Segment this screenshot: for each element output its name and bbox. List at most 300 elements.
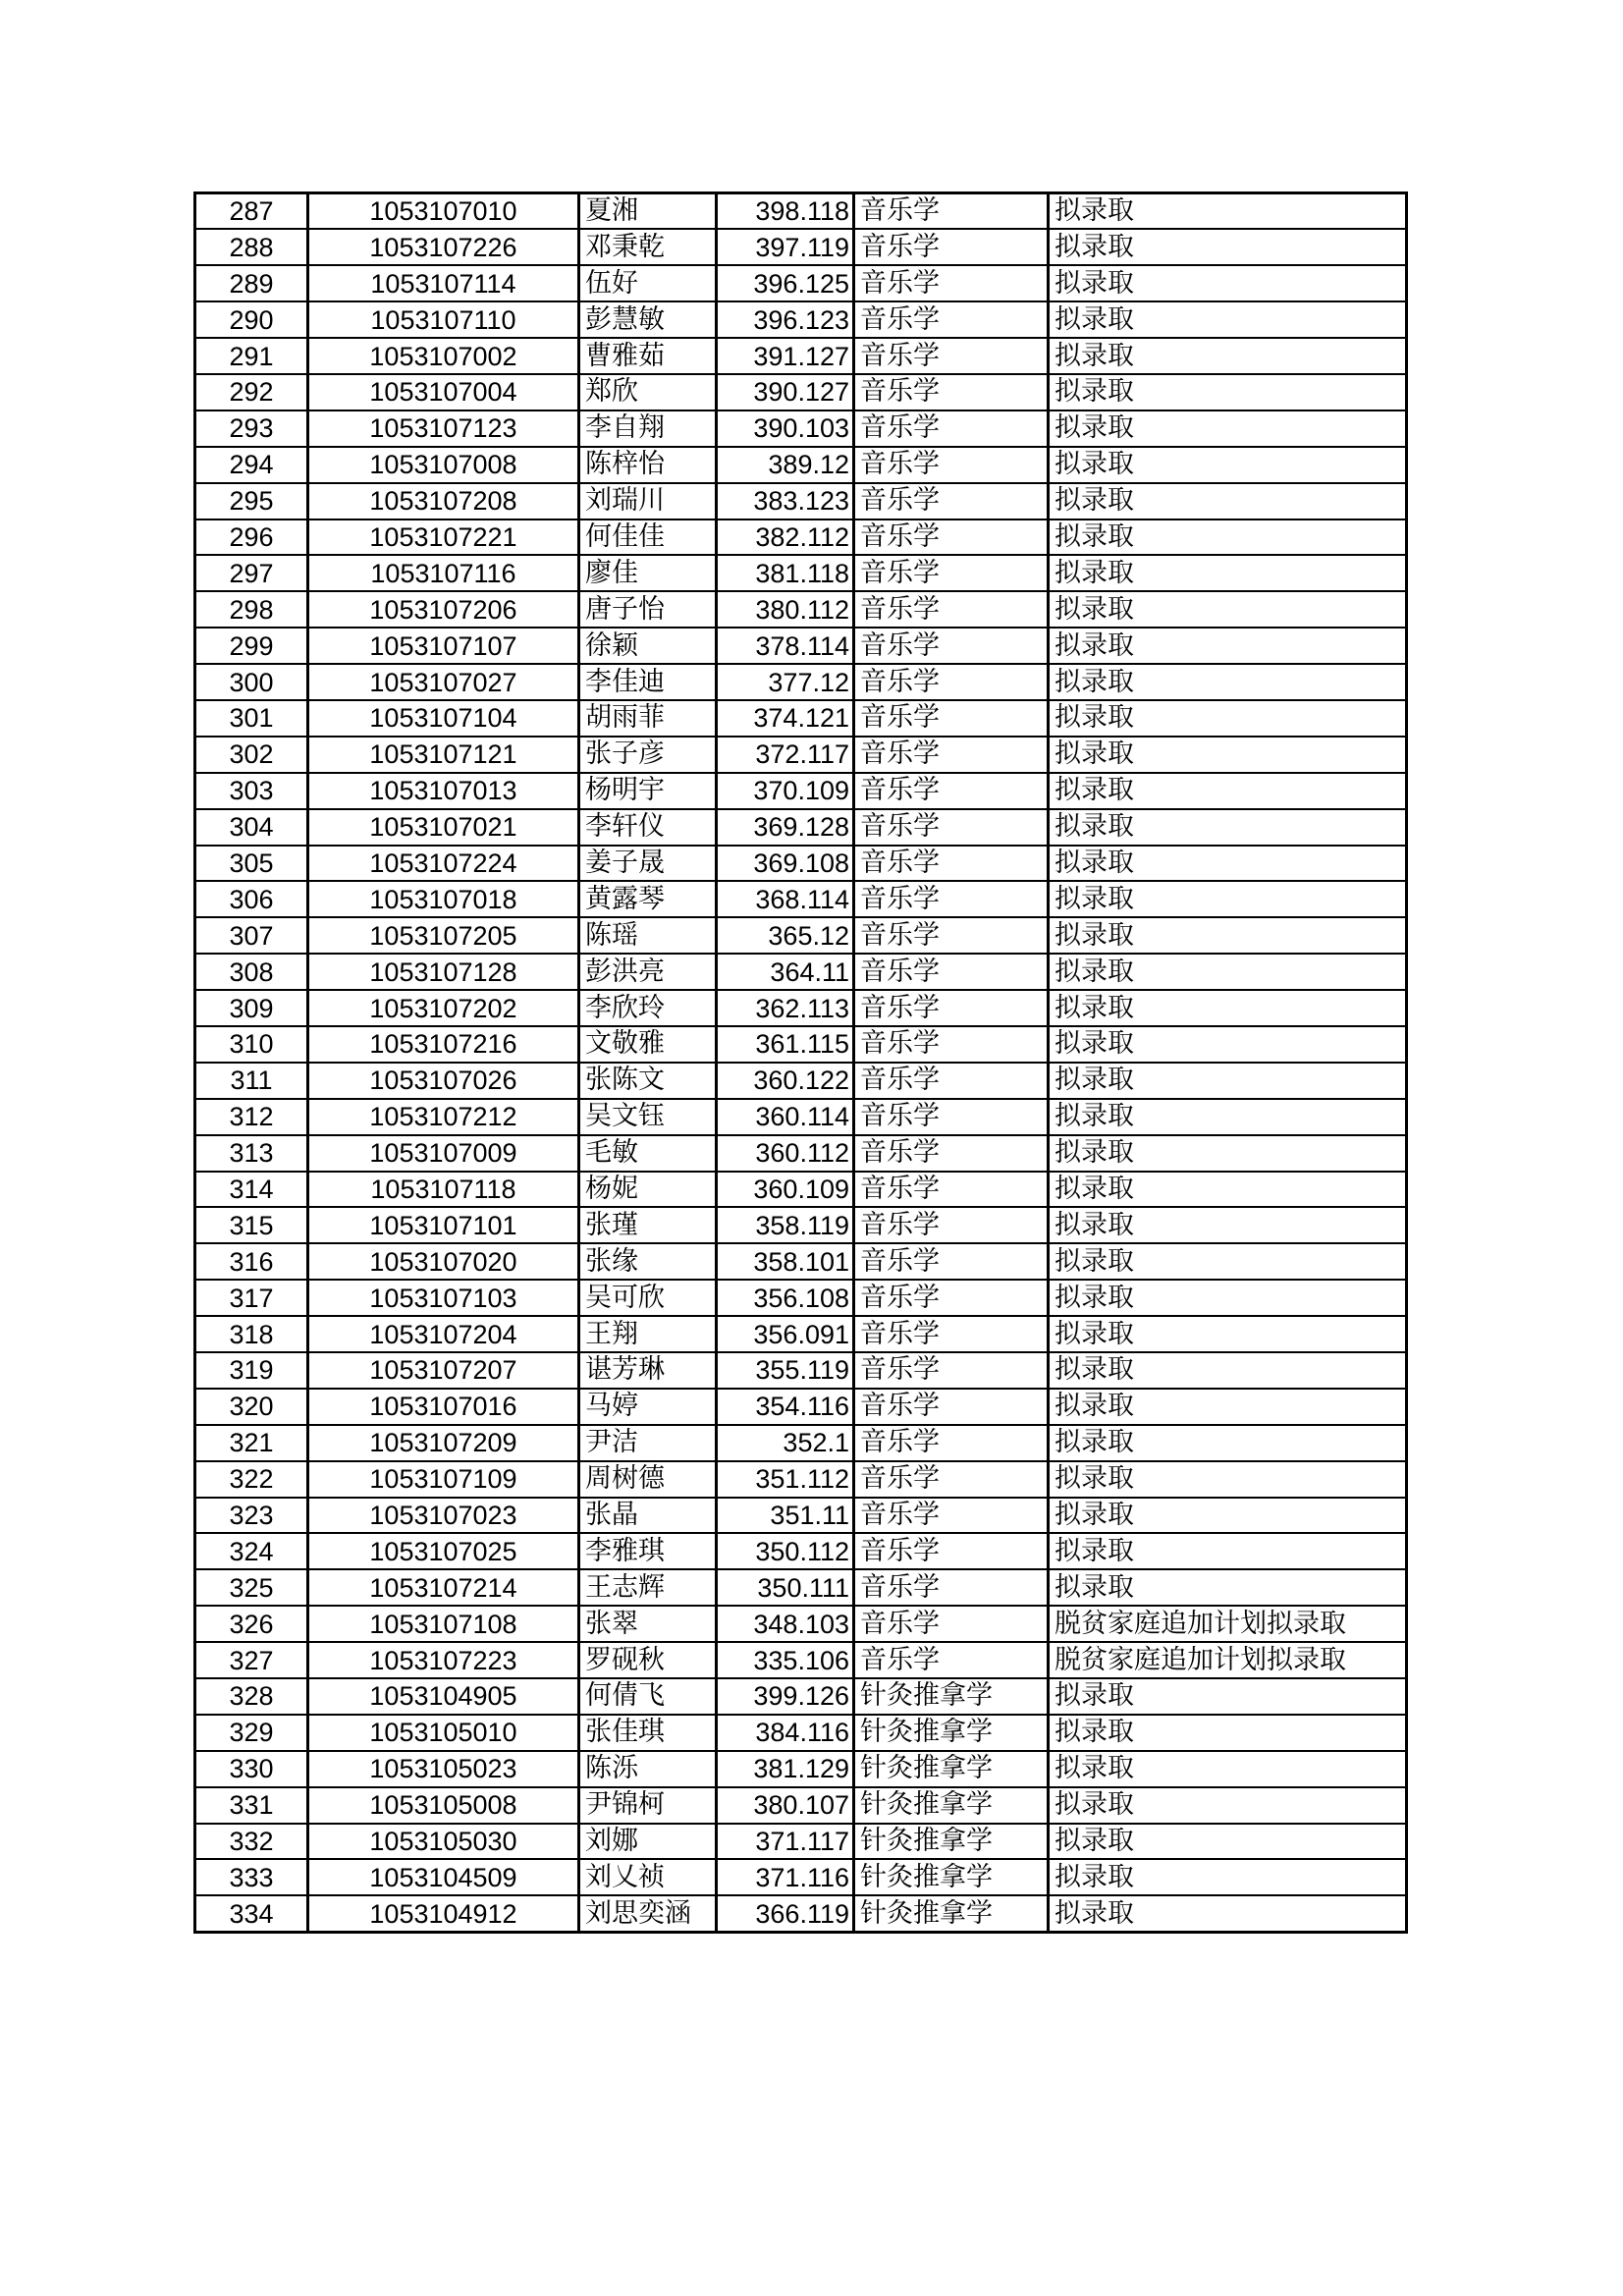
candidate-name-cell: 姜子晟 bbox=[579, 846, 717, 882]
exam-id-cell: 1053107108 bbox=[308, 1606, 579, 1642]
candidate-name-cell: 陈泺 bbox=[579, 1751, 717, 1787]
major-cell: 音乐学 bbox=[854, 1606, 1049, 1642]
status-cell: 拟录取 bbox=[1049, 846, 1407, 882]
candidate-name-cell: 张子彦 bbox=[579, 737, 717, 773]
status-cell: 拟录取 bbox=[1049, 1569, 1407, 1606]
candidate-name-cell: 杨妮 bbox=[579, 1172, 717, 1208]
table-row bbox=[195, 1461, 1407, 1498]
status-cell: 拟录取 bbox=[1049, 628, 1407, 664]
status-cell: 拟录取 bbox=[1049, 881, 1407, 917]
exam-id-cell: 1053107212 bbox=[308, 1099, 579, 1135]
exam-id-cell: 1053107004 bbox=[308, 374, 579, 410]
table-row bbox=[195, 737, 1407, 773]
table-row bbox=[195, 700, 1407, 737]
score-cell: 380.112 bbox=[717, 591, 854, 628]
status-cell: 拟录取 bbox=[1049, 700, 1407, 737]
score-cell: 371.117 bbox=[717, 1824, 854, 1860]
major-cell: 音乐学 bbox=[854, 1533, 1049, 1569]
row-number-cell: 311 bbox=[195, 1063, 308, 1099]
candidate-name-cell: 尹锦柯 bbox=[579, 1787, 717, 1824]
score-cell: 380.107 bbox=[717, 1787, 854, 1824]
score-cell: 362.113 bbox=[717, 990, 854, 1026]
exam-id-cell: 1053107107 bbox=[308, 628, 579, 664]
major-cell: 音乐学 bbox=[854, 1135, 1049, 1172]
table-row bbox=[195, 1715, 1407, 1751]
exam-id-cell: 1053107116 bbox=[308, 555, 579, 591]
major-cell: 音乐学 bbox=[854, 193, 1049, 230]
row-number-cell: 328 bbox=[195, 1678, 308, 1715]
major-cell: 音乐学 bbox=[854, 555, 1049, 591]
row-number-cell: 324 bbox=[195, 1533, 308, 1569]
admission-table bbox=[193, 191, 1408, 1934]
exam-id-cell: 1053107209 bbox=[308, 1425, 579, 1461]
exam-id-cell: 1053107008 bbox=[308, 447, 579, 483]
major-cell: 针灸推拿学 bbox=[854, 1751, 1049, 1787]
score-cell: 381.118 bbox=[717, 555, 854, 591]
exam-id-cell: 1053107020 bbox=[308, 1243, 579, 1280]
status-cell: 拟录取 bbox=[1049, 664, 1407, 700]
status-cell: 拟录取 bbox=[1049, 555, 1407, 591]
row-number-cell: 331 bbox=[195, 1787, 308, 1824]
exam-id-cell: 1053107104 bbox=[308, 700, 579, 737]
table-row bbox=[195, 1389, 1407, 1425]
status-cell: 拟录取 bbox=[1049, 301, 1407, 338]
row-number-cell: 315 bbox=[195, 1207, 308, 1243]
table-row bbox=[195, 1678, 1407, 1715]
status-cell: 拟录取 bbox=[1049, 193, 1407, 230]
candidate-name-cell: 毛敏 bbox=[579, 1135, 717, 1172]
score-cell: 365.12 bbox=[717, 917, 854, 954]
status-cell: 拟录取 bbox=[1049, 1751, 1407, 1787]
row-number-cell: 304 bbox=[195, 809, 308, 846]
major-cell: 音乐学 bbox=[854, 374, 1049, 410]
table-row bbox=[195, 664, 1407, 700]
major-cell: 音乐学 bbox=[854, 1569, 1049, 1606]
candidate-name-cell: 陈瑶 bbox=[579, 917, 717, 954]
major-cell: 音乐学 bbox=[854, 265, 1049, 301]
row-number-cell: 303 bbox=[195, 773, 308, 809]
row-number-cell: 309 bbox=[195, 990, 308, 1026]
row-number-cell: 330 bbox=[195, 1751, 308, 1787]
candidate-name-cell: 王翔 bbox=[579, 1316, 717, 1352]
candidate-name-cell: 刘乂祯 bbox=[579, 1859, 717, 1895]
status-cell: 拟录取 bbox=[1049, 1461, 1407, 1498]
status-cell: 拟录取 bbox=[1049, 1135, 1407, 1172]
table-row bbox=[195, 628, 1407, 664]
score-cell: 356.091 bbox=[717, 1316, 854, 1352]
major-cell: 音乐学 bbox=[854, 1425, 1049, 1461]
table-row bbox=[195, 1498, 1407, 1534]
table-row bbox=[195, 773, 1407, 809]
major-cell: 音乐学 bbox=[854, 1280, 1049, 1316]
exam-id-cell: 1053107221 bbox=[308, 519, 579, 556]
major-cell: 音乐学 bbox=[854, 301, 1049, 338]
major-cell: 针灸推拿学 bbox=[854, 1787, 1049, 1824]
row-number-cell: 329 bbox=[195, 1715, 308, 1751]
score-cell: 389.12 bbox=[717, 447, 854, 483]
major-cell: 音乐学 bbox=[854, 1172, 1049, 1208]
score-cell: 369.128 bbox=[717, 809, 854, 846]
score-cell: 371.116 bbox=[717, 1859, 854, 1895]
status-cell: 拟录取 bbox=[1049, 1063, 1407, 1099]
score-cell: 378.114 bbox=[717, 628, 854, 664]
score-cell: 354.116 bbox=[717, 1389, 854, 1425]
row-number-cell: 307 bbox=[195, 917, 308, 954]
candidate-name-cell: 罗砚秋 bbox=[579, 1642, 717, 1678]
exam-id-cell: 1053107110 bbox=[308, 301, 579, 338]
status-cell: 拟录取 bbox=[1049, 1824, 1407, 1860]
row-number-cell: 292 bbox=[195, 374, 308, 410]
status-cell: 拟录取 bbox=[1049, 1787, 1407, 1824]
row-number-cell: 313 bbox=[195, 1135, 308, 1172]
candidate-name-cell: 谌芳琳 bbox=[579, 1352, 717, 1389]
major-cell: 音乐学 bbox=[854, 664, 1049, 700]
table-row bbox=[195, 1787, 1407, 1824]
candidate-name-cell: 夏湘 bbox=[579, 193, 717, 230]
exam-id-cell: 1053107208 bbox=[308, 483, 579, 519]
table-row bbox=[195, 990, 1407, 1026]
row-number-cell: 294 bbox=[195, 447, 308, 483]
candidate-name-cell: 黄露琴 bbox=[579, 881, 717, 917]
score-cell: 366.119 bbox=[717, 1895, 854, 1932]
table-row bbox=[195, 1533, 1407, 1569]
row-number-cell: 293 bbox=[195, 410, 308, 447]
row-number-cell: 319 bbox=[195, 1352, 308, 1389]
major-cell: 音乐学 bbox=[854, 1389, 1049, 1425]
row-number-cell: 308 bbox=[195, 954, 308, 990]
table-row bbox=[195, 1824, 1407, 1860]
major-cell: 音乐学 bbox=[854, 338, 1049, 374]
status-cell: 拟录取 bbox=[1049, 483, 1407, 519]
major-cell: 音乐学 bbox=[854, 1352, 1049, 1389]
candidate-name-cell: 唐子怡 bbox=[579, 591, 717, 628]
candidate-name-cell: 张瑾 bbox=[579, 1207, 717, 1243]
status-cell: 拟录取 bbox=[1049, 1172, 1407, 1208]
row-number-cell: 326 bbox=[195, 1606, 308, 1642]
score-cell: 397.119 bbox=[717, 229, 854, 265]
candidate-name-cell: 李佳迪 bbox=[579, 664, 717, 700]
score-cell: 398.118 bbox=[717, 193, 854, 230]
exam-id-cell: 1053107226 bbox=[308, 229, 579, 265]
row-number-cell: 333 bbox=[195, 1859, 308, 1895]
row-number-cell: 296 bbox=[195, 519, 308, 556]
major-cell: 针灸推拿学 bbox=[854, 1859, 1049, 1895]
table-row bbox=[195, 1606, 1407, 1642]
exam-id-cell: 1053107128 bbox=[308, 954, 579, 990]
major-cell: 音乐学 bbox=[854, 773, 1049, 809]
score-cell: 384.116 bbox=[717, 1715, 854, 1751]
status-cell: 拟录取 bbox=[1049, 1498, 1407, 1534]
exam-id-cell: 1053104912 bbox=[308, 1895, 579, 1932]
row-number-cell: 297 bbox=[195, 555, 308, 591]
exam-id-cell: 1053107121 bbox=[308, 737, 579, 773]
score-cell: 358.119 bbox=[717, 1207, 854, 1243]
exam-id-cell: 1053107123 bbox=[308, 410, 579, 447]
score-cell: 360.114 bbox=[717, 1099, 854, 1135]
score-cell: 356.108 bbox=[717, 1280, 854, 1316]
score-cell: 360.122 bbox=[717, 1063, 854, 1099]
major-cell: 音乐学 bbox=[854, 809, 1049, 846]
row-number-cell: 305 bbox=[195, 846, 308, 882]
table-row bbox=[195, 591, 1407, 628]
score-cell: 360.109 bbox=[717, 1172, 854, 1208]
row-number-cell: 317 bbox=[195, 1280, 308, 1316]
score-cell: 396.125 bbox=[717, 265, 854, 301]
table-row bbox=[195, 374, 1407, 410]
major-cell: 音乐学 bbox=[854, 737, 1049, 773]
major-cell: 音乐学 bbox=[854, 1063, 1049, 1099]
status-cell: 拟录取 bbox=[1049, 410, 1407, 447]
score-cell: 390.103 bbox=[717, 410, 854, 447]
table-row bbox=[195, 809, 1407, 846]
major-cell: 音乐学 bbox=[854, 1642, 1049, 1678]
row-number-cell: 287 bbox=[195, 193, 308, 230]
table-row bbox=[195, 447, 1407, 483]
exam-id-cell: 1053107013 bbox=[308, 773, 579, 809]
score-cell: 391.127 bbox=[717, 338, 854, 374]
score-cell: 374.121 bbox=[717, 700, 854, 737]
score-cell: 350.111 bbox=[717, 1569, 854, 1606]
exam-id-cell: 1053107216 bbox=[308, 1026, 579, 1063]
score-cell: 369.108 bbox=[717, 846, 854, 882]
row-number-cell: 291 bbox=[195, 338, 308, 374]
table-row bbox=[195, 410, 1407, 447]
exam-id-cell: 1053107016 bbox=[308, 1389, 579, 1425]
status-cell: 拟录取 bbox=[1049, 447, 1407, 483]
table-row bbox=[195, 1642, 1407, 1678]
major-cell: 音乐学 bbox=[854, 917, 1049, 954]
table-row bbox=[195, 1425, 1407, 1461]
status-cell: 拟录取 bbox=[1049, 338, 1407, 374]
status-cell: 拟录取 bbox=[1049, 1715, 1407, 1751]
row-number-cell: 306 bbox=[195, 881, 308, 917]
row-number-cell: 300 bbox=[195, 664, 308, 700]
major-cell: 音乐学 bbox=[854, 447, 1049, 483]
status-cell: 拟录取 bbox=[1049, 1678, 1407, 1715]
status-cell: 拟录取 bbox=[1049, 990, 1407, 1026]
table-row bbox=[195, 1063, 1407, 1099]
candidate-name-cell: 李自翔 bbox=[579, 410, 717, 447]
candidate-name-cell: 李轩仪 bbox=[579, 809, 717, 846]
candidate-name-cell: 刘思奕涵 bbox=[579, 1895, 717, 1932]
major-cell: 音乐学 bbox=[854, 1207, 1049, 1243]
candidate-name-cell: 曹雅茹 bbox=[579, 338, 717, 374]
status-cell: 拟录取 bbox=[1049, 1425, 1407, 1461]
score-cell: 382.112 bbox=[717, 519, 854, 556]
exam-id-cell: 1053107018 bbox=[308, 881, 579, 917]
candidate-name-cell: 张晶 bbox=[579, 1498, 717, 1534]
candidate-name-cell: 徐颖 bbox=[579, 628, 717, 664]
major-cell: 针灸推拿学 bbox=[854, 1895, 1049, 1932]
major-cell: 音乐学 bbox=[854, 846, 1049, 882]
major-cell: 音乐学 bbox=[854, 1316, 1049, 1352]
candidate-name-cell: 张翠 bbox=[579, 1606, 717, 1642]
status-cell: 拟录取 bbox=[1049, 1316, 1407, 1352]
row-number-cell: 322 bbox=[195, 1461, 308, 1498]
score-cell: 370.109 bbox=[717, 773, 854, 809]
exam-id-cell: 1053107025 bbox=[308, 1533, 579, 1569]
row-number-cell: 312 bbox=[195, 1099, 308, 1135]
exam-id-cell: 1053107205 bbox=[308, 917, 579, 954]
row-number-cell: 332 bbox=[195, 1824, 308, 1860]
exam-id-cell: 1053107204 bbox=[308, 1316, 579, 1352]
score-cell: 335.106 bbox=[717, 1642, 854, 1678]
status-cell: 拟录取 bbox=[1049, 229, 1407, 265]
exam-id-cell: 1053107224 bbox=[308, 846, 579, 882]
row-number-cell: 288 bbox=[195, 229, 308, 265]
row-number-cell: 334 bbox=[195, 1895, 308, 1932]
exam-id-cell: 1053105008 bbox=[308, 1787, 579, 1824]
candidate-name-cell: 刘娜 bbox=[579, 1824, 717, 1860]
major-cell: 音乐学 bbox=[854, 519, 1049, 556]
candidate-name-cell: 何佳佳 bbox=[579, 519, 717, 556]
row-number-cell: 321 bbox=[195, 1425, 308, 1461]
table-row bbox=[195, 483, 1407, 519]
major-cell: 音乐学 bbox=[854, 954, 1049, 990]
status-cell: 拟录取 bbox=[1049, 1099, 1407, 1135]
table-row bbox=[195, 229, 1407, 265]
row-number-cell: 323 bbox=[195, 1498, 308, 1534]
row-number-cell: 325 bbox=[195, 1569, 308, 1606]
major-cell: 音乐学 bbox=[854, 1498, 1049, 1534]
major-cell: 音乐学 bbox=[854, 1243, 1049, 1280]
exam-id-cell: 1053107027 bbox=[308, 664, 579, 700]
candidate-name-cell: 张佳琪 bbox=[579, 1715, 717, 1751]
major-cell: 音乐学 bbox=[854, 1461, 1049, 1498]
status-cell: 拟录取 bbox=[1049, 809, 1407, 846]
table-row bbox=[195, 519, 1407, 556]
status-cell: 拟录取 bbox=[1049, 917, 1407, 954]
row-number-cell: 290 bbox=[195, 301, 308, 338]
table-row bbox=[195, 1751, 1407, 1787]
major-cell: 音乐学 bbox=[854, 483, 1049, 519]
table-row bbox=[195, 193, 1407, 230]
major-cell: 音乐学 bbox=[854, 410, 1049, 447]
score-cell: 390.127 bbox=[717, 374, 854, 410]
major-cell: 音乐学 bbox=[854, 1026, 1049, 1063]
exam-id-cell: 1053107114 bbox=[308, 265, 579, 301]
row-number-cell: 310 bbox=[195, 1026, 308, 1063]
table-row bbox=[195, 1859, 1407, 1895]
exam-id-cell: 1053107214 bbox=[308, 1569, 579, 1606]
exam-id-cell: 1053107002 bbox=[308, 338, 579, 374]
score-cell: 381.129 bbox=[717, 1751, 854, 1787]
table-row bbox=[195, 555, 1407, 591]
candidate-name-cell: 张陈文 bbox=[579, 1063, 717, 1099]
candidate-name-cell: 彭慧敏 bbox=[579, 301, 717, 338]
admission-table-body bbox=[195, 193, 1407, 1933]
candidate-name-cell: 马婷 bbox=[579, 1389, 717, 1425]
candidate-name-cell: 杨明宇 bbox=[579, 773, 717, 809]
exam-id-cell: 1053104509 bbox=[308, 1859, 579, 1895]
major-cell: 针灸推拿学 bbox=[854, 1824, 1049, 1860]
status-cell: 拟录取 bbox=[1049, 1280, 1407, 1316]
table-row bbox=[195, 1135, 1407, 1172]
score-cell: 383.123 bbox=[717, 483, 854, 519]
score-cell: 348.103 bbox=[717, 1606, 854, 1642]
candidate-name-cell: 邓秉乾 bbox=[579, 229, 717, 265]
table-row bbox=[195, 1026, 1407, 1063]
exam-id-cell: 1053107021 bbox=[308, 809, 579, 846]
table-row bbox=[195, 1243, 1407, 1280]
row-number-cell: 301 bbox=[195, 700, 308, 737]
major-cell: 针灸推拿学 bbox=[854, 1678, 1049, 1715]
score-cell: 399.126 bbox=[717, 1678, 854, 1715]
exam-id-cell: 1053107103 bbox=[308, 1280, 579, 1316]
row-number-cell: 302 bbox=[195, 737, 308, 773]
candidate-name-cell: 郑欣 bbox=[579, 374, 717, 410]
status-cell: 拟录取 bbox=[1049, 519, 1407, 556]
row-number-cell: 316 bbox=[195, 1243, 308, 1280]
table-row bbox=[195, 1207, 1407, 1243]
table-row bbox=[195, 1172, 1407, 1208]
row-number-cell: 318 bbox=[195, 1316, 308, 1352]
table-row bbox=[195, 846, 1407, 882]
row-number-cell: 320 bbox=[195, 1389, 308, 1425]
exam-id-cell: 1053107023 bbox=[308, 1498, 579, 1534]
candidate-name-cell: 王志辉 bbox=[579, 1569, 717, 1606]
table-row bbox=[195, 881, 1407, 917]
status-cell: 拟录取 bbox=[1049, 1895, 1407, 1932]
row-number-cell: 314 bbox=[195, 1172, 308, 1208]
exam-id-cell: 1053107223 bbox=[308, 1642, 579, 1678]
status-cell: 拟录取 bbox=[1049, 1243, 1407, 1280]
score-cell: 350.112 bbox=[717, 1533, 854, 1569]
exam-id-cell: 1053107207 bbox=[308, 1352, 579, 1389]
candidate-name-cell: 吴文钰 bbox=[579, 1099, 717, 1135]
status-cell: 拟录取 bbox=[1049, 1207, 1407, 1243]
candidate-name-cell: 李欣玲 bbox=[579, 990, 717, 1026]
score-cell: 352.1 bbox=[717, 1425, 854, 1461]
status-cell: 拟录取 bbox=[1049, 1352, 1407, 1389]
candidate-name-cell: 文敬雅 bbox=[579, 1026, 717, 1063]
score-cell: 364.11 bbox=[717, 954, 854, 990]
major-cell: 音乐学 bbox=[854, 229, 1049, 265]
status-cell: 拟录取 bbox=[1049, 954, 1407, 990]
candidate-name-cell: 刘瑞川 bbox=[579, 483, 717, 519]
candidate-name-cell: 廖佳 bbox=[579, 555, 717, 591]
table-row bbox=[195, 917, 1407, 954]
status-cell: 拟录取 bbox=[1049, 773, 1407, 809]
status-cell: 脱贫家庭追加计划拟录取 bbox=[1049, 1642, 1407, 1678]
status-cell: 拟录取 bbox=[1049, 374, 1407, 410]
exam-id-cell: 1053107009 bbox=[308, 1135, 579, 1172]
score-cell: 351.11 bbox=[717, 1498, 854, 1534]
score-cell: 361.115 bbox=[717, 1026, 854, 1063]
score-cell: 396.123 bbox=[717, 301, 854, 338]
score-cell: 358.101 bbox=[717, 1243, 854, 1280]
candidate-name-cell: 李雅琪 bbox=[579, 1533, 717, 1569]
table-row bbox=[195, 265, 1407, 301]
score-cell: 377.12 bbox=[717, 664, 854, 700]
major-cell: 音乐学 bbox=[854, 628, 1049, 664]
candidate-name-cell: 何倩飞 bbox=[579, 1678, 717, 1715]
exam-id-cell: 1053107026 bbox=[308, 1063, 579, 1099]
status-cell: 脱贫家庭追加计划拟录取 bbox=[1049, 1606, 1407, 1642]
table-row bbox=[195, 301, 1407, 338]
major-cell: 音乐学 bbox=[854, 1099, 1049, 1135]
major-cell: 音乐学 bbox=[854, 591, 1049, 628]
major-cell: 音乐学 bbox=[854, 881, 1049, 917]
major-cell: 音乐学 bbox=[854, 990, 1049, 1026]
candidate-name-cell: 张缘 bbox=[579, 1243, 717, 1280]
candidate-name-cell: 彭洪亮 bbox=[579, 954, 717, 990]
candidate-name-cell: 吴可欣 bbox=[579, 1280, 717, 1316]
table-row bbox=[195, 1569, 1407, 1606]
table-row bbox=[195, 1895, 1407, 1932]
exam-id-cell: 1053107010 bbox=[308, 193, 579, 230]
table-row bbox=[195, 1099, 1407, 1135]
